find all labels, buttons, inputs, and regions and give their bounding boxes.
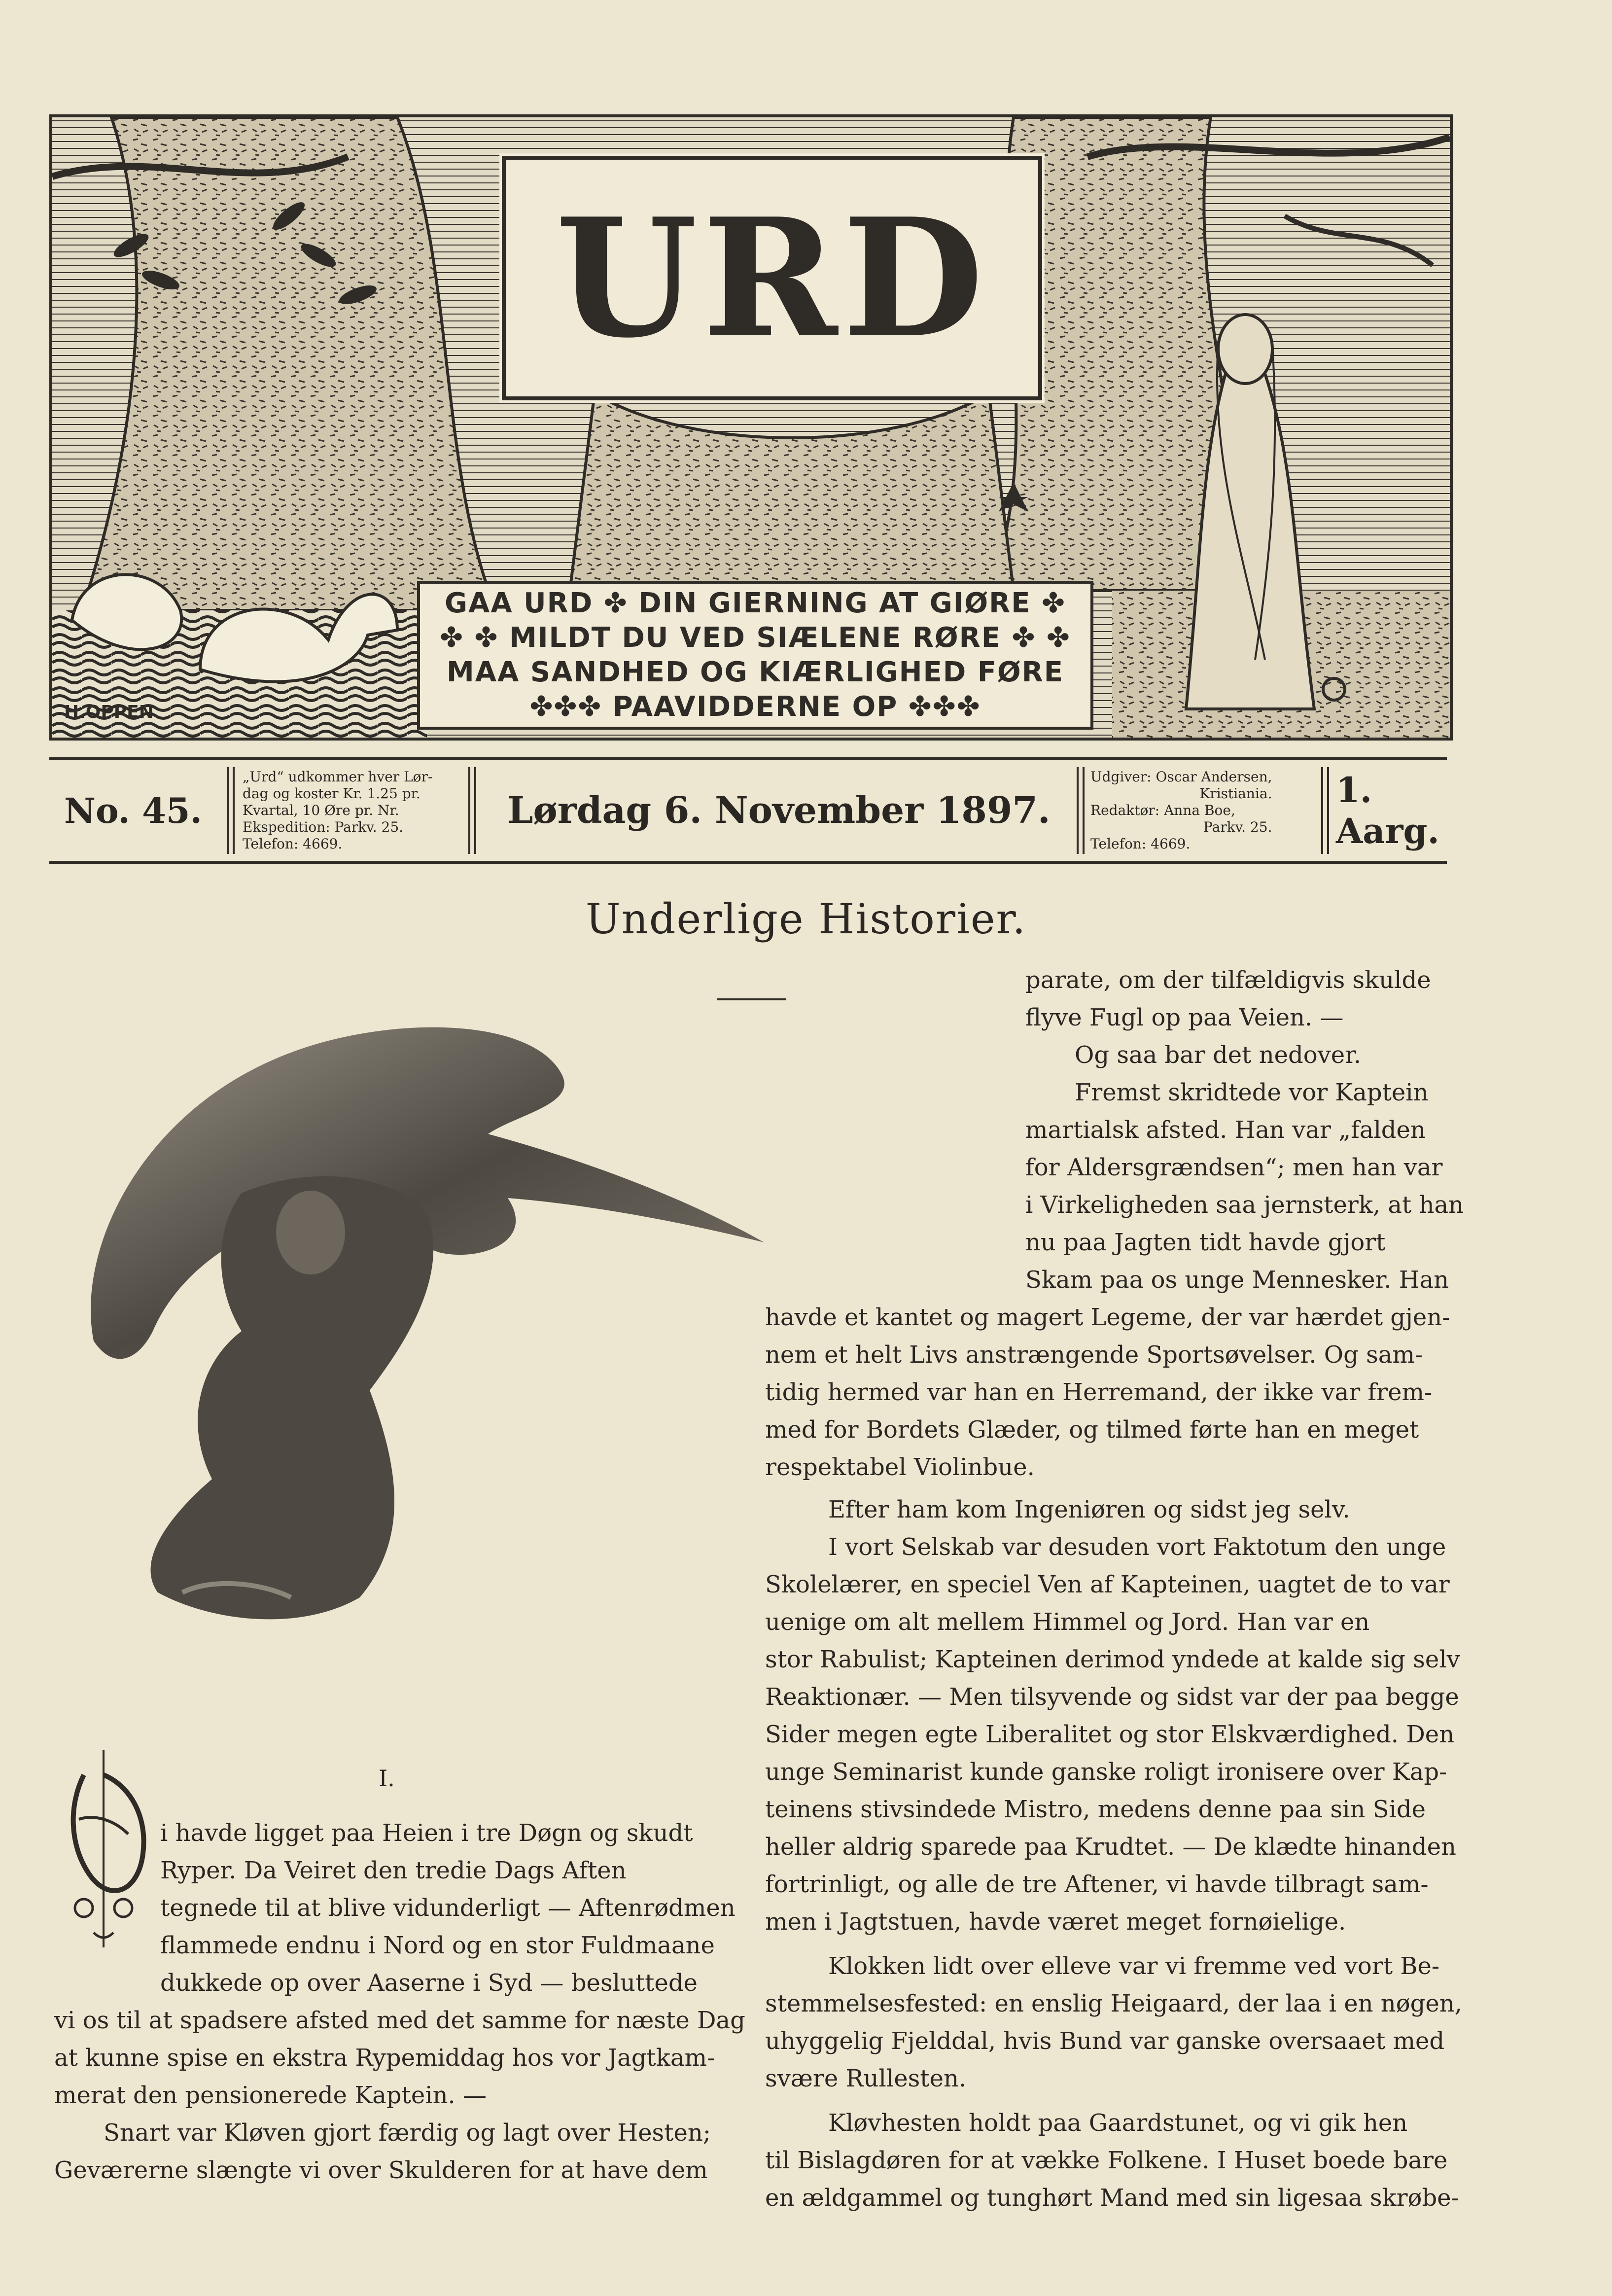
issue-number: No. 45. [64,790,202,831]
text-line: Fremst skridtede vor Kaptein [1075,1079,1429,1106]
motto-line: ✤✤✤ PAAVIDDERNE OP ✤✤✤ [529,691,981,723]
motto-line: MAA SANDHED OG KIÆRLIGHED FØRE [446,656,1064,688]
publisher-line: Udgiver: Oscar Andersen, [1090,769,1272,785]
text-line: stor Rabulist; Kapteinen derimod yndede at kalde sig selv [765,1646,1460,1673]
text-line: dukkede op over Aaserne i Syd — besluttede [160,1969,698,1997]
text-line: heller aldrig sparede paa Krudtet. — De klædte hinanden [765,1833,1456,1861]
publisher-line: Parkv. 25. [1203,819,1272,835]
chapter-number: I. [379,1765,395,1792]
text-line: nem et helt Livs anstrængende Sportsøvelser. Og sam- [765,1341,1423,1369]
text-line: vi os til at spadsere afsted med det samme for næste Dag [54,2007,745,2034]
subscription-cell [243,763,469,858]
top-rule [49,757,1447,760]
subscription-line: Ekspedition: Parkv. 25. [243,819,404,835]
text-line: merat den pensionerede Kaptein. — [54,2082,487,2109]
text-line: martialsk afsted. Han var „falden [1025,1116,1426,1144]
subscription-line: dag og koster Kr. 1.25 pr. [243,785,421,802]
publisher-line: Kristiania. [1199,785,1272,802]
text-line: for Aldersgrændsen“; men han var [1025,1154,1443,1181]
text-line: nu paa Jagten tidt havde gjort [1025,1229,1386,1256]
issue-info-bar [49,763,1447,858]
bottom-rule [49,861,1447,864]
date-cell [483,763,1075,858]
divider [468,767,470,854]
text-line: til Bislagdøren for at vække Folkene. I Huset boede bare [765,2147,1448,2174]
subscription-line: „Urd“ udkommer hver Lør- [243,769,433,785]
draped-figure-illustration [54,986,769,1647]
masthead-illustration [49,114,1453,741]
text-line: med for Bordets Glæder, og tilmed førte han en meget [765,1416,1419,1444]
text-line: men i Jagtstuen, havde været meget fornøielige. [765,1908,1346,1936]
masthead-title-box [502,156,1042,400]
motto-line: GAA URD ✤ DIN GIERNING AT GIØRE ✤ [445,587,1066,619]
text-line: Ryper. Da Veiret den tredie Dags Aften [160,1857,627,1884]
issue-date: Lørdag 6. November 1897. [507,789,1051,832]
volume-cell [1336,763,1444,858]
text-line: flammede endnu i Nord og en stor Fuldmaane [160,1932,715,1959]
artist-signature: H.OPPEN [64,702,154,722]
text-line: i Virkeligheden saa jernsterk, at han [1025,1191,1464,1219]
text-line: Skolelærer, en speciel Ven af Kapteinen, uagtet de to var [765,1571,1450,1598]
text-line: i havde ligget paa Heien i tre Døgn og skudt [160,1819,693,1847]
text-line: uenige om alt mellem Himmel og Jord. Han var en [765,1608,1370,1636]
text-line: Kløvhesten holdt paa Gaardstunet, og vi gik hen [828,2109,1408,2137]
text-line: tidig hermed var han en Herremand, der ikke var frem- [765,1378,1433,1406]
masthead-title: URD [555,182,989,374]
divider [1083,767,1085,854]
text-line: havde et kantet og magert Legeme, der var hærdet gjen- [765,1304,1450,1331]
text-line: Skam paa os unge Mennesker. Han [1025,1266,1449,1294]
text-line: tegnede til at blive vidunderligt — Aftenrødmen [160,1894,736,1922]
text-line: Klokken lidt over elleve var vi fremme ved vort Be- [828,1952,1440,1980]
text-line: unge Seminarist kunde ganske roligt ironisere over Kap- [765,1758,1447,1786]
text-line: parate, om der tilfældigvis skulde [1025,966,1431,994]
text-line: flyve Fugl op paa Veien. — [1025,1004,1344,1031]
subscription-line: Telefon: 4669. [243,836,343,852]
publisher-cell [1090,763,1322,858]
issue-number-cell [64,763,227,858]
volume: 1. Aarg. [1336,770,1439,851]
subscription-line: Kvartal, 10 Øre pr. Nr. [243,802,399,818]
text-line: I vort Selskab var desuden vort Faktotum den unge [828,1533,1446,1561]
divider [227,767,229,854]
divider [1327,767,1329,854]
text-line: at kunne spise en ekstra Rypemiddag hos vor Jagtkam- [54,2044,715,2072]
masthead-motto [417,581,1093,730]
text-line: uhyggelig Fjelddal, hvis Bund var ganske oversaaet med [765,2027,1445,2055]
divider [474,767,476,854]
motto-line: ✤ ✤ MILDT DU VED SIÆLENE RØRE ✤ ✤ [440,622,1071,654]
text-line: Reaktionær. — Men tilsyvende og sidst var der paa begge [765,1683,1459,1711]
publisher-line: Telefon: 4669. [1090,836,1191,852]
text-line: Og saa bar det nedover. [1075,1041,1362,1069]
text-line: Sider megen egte Liberalitet og stor Elskværdighed. Den [765,1721,1455,1748]
text-line: respektabel Violinbue. [765,1453,1035,1481]
text-line: svære Rullesten. [765,2065,967,2092]
text-line: teinens stivsindede Mistro, medens denne paa sin Side [765,1796,1426,1823]
text-line: stemmelsesfested: en enslig Heigaard, der laa i en nøgen, [765,1990,1462,2017]
text-line: Snart var Kløven gjort færdig og lagt over Hesten; [104,2119,711,2147]
text-line: Geværerne slængte vi over Skulderen for at have dem [54,2156,708,2184]
decorative-initial-v-icon [54,1745,153,1952]
divider [1321,767,1323,854]
text-line: Efter ham kom Ingeniøren og sidst jeg selv. [828,1496,1350,1523]
article-headline: Underlige Historier. [585,895,1027,943]
text-line: en ældgammel og tunghørt Mand med sin ligesaa skrøbe- [765,2184,1459,2212]
divider [233,767,235,854]
text-line: fortrinligt, og alle de tre Aftener, vi havde tilbragt sam- [765,1871,1429,1898]
divider [1077,767,1079,854]
publisher-line: Redaktør: Anna Boe, [1090,802,1235,818]
